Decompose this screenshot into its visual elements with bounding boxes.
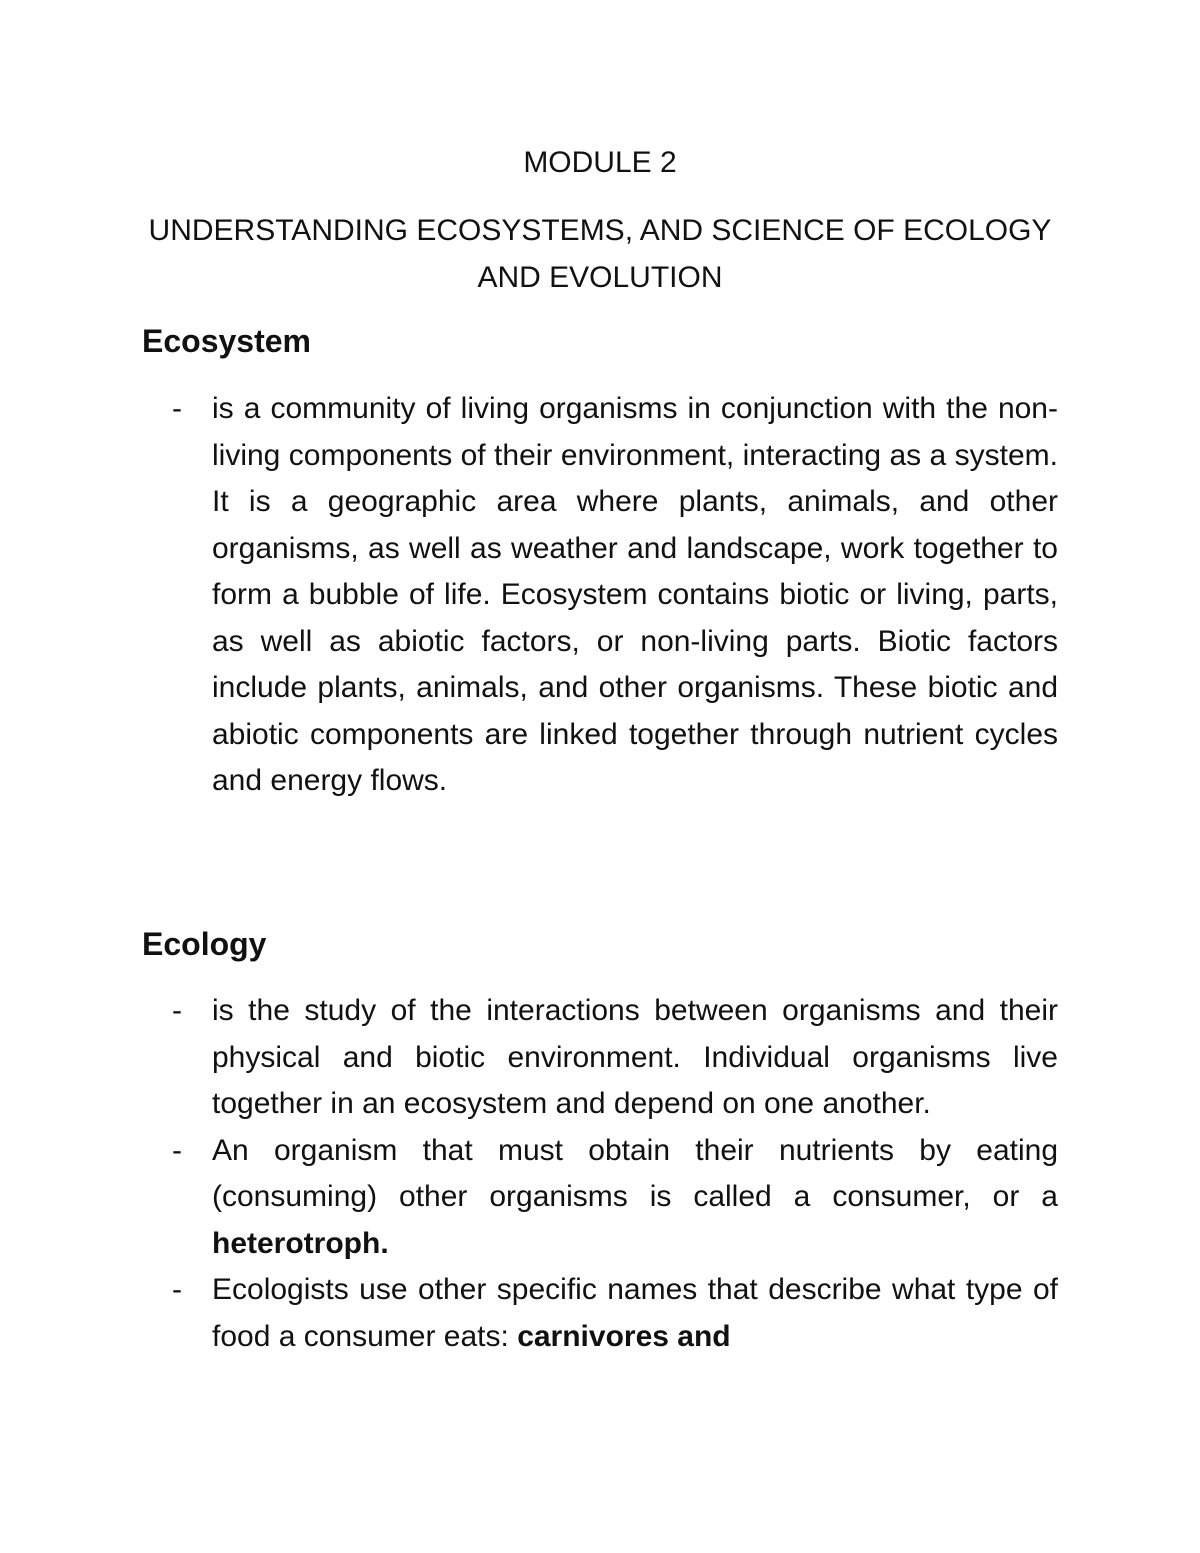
dash-bullet: -: [172, 392, 182, 425]
list-item: [142, 386, 1058, 805]
list-item: [142, 1128, 1058, 1268]
section-heading-ecology: Ecology: [142, 926, 267, 962]
list-item: [142, 988, 1058, 1128]
section-heading-ecosystem: Ecosystem: [142, 323, 311, 359]
list-item-text: is the study of the interactions between organisms and their physical and biotic environment. Individual organisms live together in an ecosystem and depend on one another.: [212, 994, 1058, 1120]
dash-bullet: -: [172, 1273, 182, 1306]
dash-bullet: -: [172, 1133, 182, 1167]
bold-term-heterotroph: heterotroph.: [212, 1226, 389, 1260]
list-item-text: Ecologists use other specific names that describe what type of food a consumer eats:: [212, 1273, 1058, 1353]
bold-term-carnivores: carnivores and: [517, 1319, 731, 1353]
list-item-text: An organism that must obtain their nutrients by eating (consuming) other organisms is called a consumer, or a: [212, 1133, 1058, 1213]
ecosystem-definition-list: [142, 386, 1058, 805]
ecology-definition-list: [142, 988, 1058, 1360]
dash-bullet: -: [172, 994, 182, 1027]
list-item: [142, 1267, 1058, 1360]
module-title: UNDERSTANDING ECOSYSTEMS, AND SCIENCE OF ECOLOGY AND EVOLUTION: [148, 214, 1052, 294]
list-item-text: is a community of living organisms in conjunction with the non-living components of their environment, interacting as a system. It is a geographic area where plants, animals, and other organisms, as well as weather and landscape, work together to form a bubble of life. Ecosystem contains biotic or living, parts, as well as abiotic factors, or non-living parts. Biotic factors include plants, animals, and other organisms. These biotic and abiotic components are linked together through nutrient cycles and energy flows.: [212, 392, 1058, 797]
module-number: MODULE 2: [523, 146, 677, 179]
